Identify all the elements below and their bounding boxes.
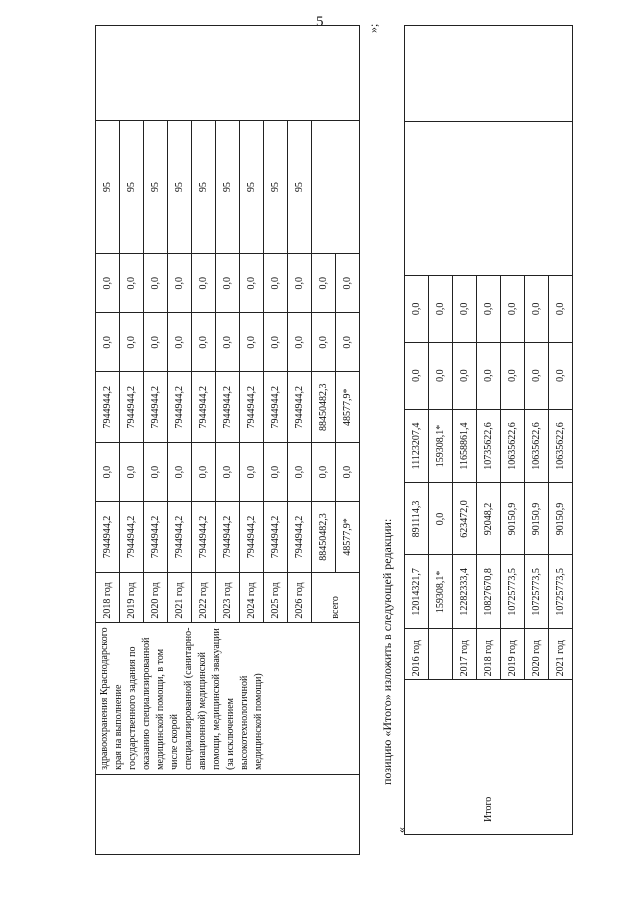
value-cell: 10725773,5: [549, 555, 573, 629]
value-cell: 0,0: [525, 342, 549, 409]
value-regional: 7944944,2: [96, 372, 120, 443]
total-table-body: [405, 26, 573, 835]
instruction-paragraph: позицию «Итого» изложить в следующей редакции:: [380, 518, 394, 785]
year-cell: 2023 год: [216, 572, 240, 622]
total-value: 0,0: [312, 443, 336, 502]
indicator-value: 95: [288, 120, 312, 253]
value-regional: 7944944,2: [240, 372, 264, 443]
value-cell: 0,0: [477, 276, 501, 343]
year-cell: 2024 год: [240, 572, 264, 622]
row-code-cell: [96, 774, 360, 854]
value-local: 0,0: [96, 313, 120, 372]
value-other: 0,0: [96, 254, 120, 313]
value-cell: 12282333,4: [453, 555, 477, 629]
value-cell: 0,0: [549, 276, 573, 343]
indicator-value: 95: [192, 120, 216, 253]
value-cell: 0,0: [501, 276, 525, 343]
program-table: [95, 25, 360, 855]
value-cell: 623472,0: [453, 483, 477, 555]
year-cell: 2022 год: [192, 572, 216, 622]
value-federal: 0,0: [168, 443, 192, 502]
year-cell: 2020 год: [525, 629, 549, 680]
table-row: [96, 26, 120, 855]
value-cell: 10725773,5: [501, 555, 525, 629]
year-cell: 2018 год: [96, 572, 120, 622]
value-local: 0,0: [168, 313, 192, 372]
indicator-value: 95: [264, 120, 288, 253]
value-cell: 0,0: [405, 342, 429, 409]
total-value: 0,0: [312, 313, 336, 372]
value-local: 0,0: [216, 313, 240, 372]
value-cell: 12014321,7: [405, 555, 429, 629]
value-federal: 0,0: [192, 443, 216, 502]
value-regional: 7944944,2: [264, 372, 288, 443]
indicator-value: 95: [120, 120, 144, 253]
value-regional: 7944944,2: [144, 372, 168, 443]
total-table: [404, 25, 573, 835]
empty-cell: [405, 26, 573, 122]
value-federal: 0,0: [264, 443, 288, 502]
value-local: 0,0: [192, 313, 216, 372]
total-value: 0,0: [336, 443, 360, 502]
value-local: 0,0: [120, 313, 144, 372]
year-cell: 2021 год: [168, 572, 192, 622]
value-other: 0,0: [240, 254, 264, 313]
value-regional: 7944944,2: [168, 372, 192, 443]
year-cell: 2016 год: [405, 629, 429, 680]
value-cell: 159308,1*: [429, 555, 453, 629]
total-value: 88450482,3: [312, 502, 336, 573]
value-total: 7944944,2: [144, 502, 168, 573]
indicator-value: 95: [216, 120, 240, 253]
value-total: 7944944,2: [216, 502, 240, 573]
value-cell: 0,0: [525, 276, 549, 343]
page-number: 5: [316, 14, 324, 30]
value-cell: 0,0: [429, 276, 453, 343]
total-value: 88450482,3: [312, 372, 336, 443]
value-cell: 10635622,6: [549, 409, 573, 483]
total-indicator: [312, 120, 360, 253]
value-cell: 10635622,6: [525, 409, 549, 483]
indicator-value: 95: [144, 120, 168, 253]
total-value: 0,0: [336, 254, 360, 313]
year-cell: 2020 год: [144, 572, 168, 622]
value-other: 0,0: [168, 254, 192, 313]
total-label: всего: [312, 572, 360, 622]
value-total: 7944944,2: [192, 502, 216, 573]
program-table-body: [96, 26, 360, 855]
year-cell: 2026 год: [288, 572, 312, 622]
indicator-value: 95: [96, 120, 120, 253]
value-cell: 10735622,6: [477, 409, 501, 483]
year-cell: 2017 год: [453, 629, 477, 680]
value-total: 7944944,2: [96, 502, 120, 573]
value-federal: 0,0: [240, 443, 264, 502]
value-local: 0,0: [144, 313, 168, 372]
year-cell: 2018 год: [477, 629, 501, 680]
table-row: [405, 26, 429, 835]
value-cell: 0,0: [429, 342, 453, 409]
value-cell: 0,0: [453, 276, 477, 343]
year-cell: 2025 год: [264, 572, 288, 622]
value-cell: 92048,2: [477, 483, 501, 555]
value-cell: 159308,1*: [429, 409, 453, 483]
total-value: 48577,9*: [336, 372, 360, 443]
value-federal: 0,0: [288, 443, 312, 502]
value-cell: 11658861,4: [453, 409, 477, 483]
value-total: 7944944,2: [288, 502, 312, 573]
value-total: 7944944,2: [240, 502, 264, 573]
value-other: 0,0: [144, 254, 168, 313]
value-federal: 0,0: [120, 443, 144, 502]
value-cell: 10725773,5: [525, 555, 549, 629]
value-regional: 7944944,2: [288, 372, 312, 443]
value-regional: 7944944,2: [120, 372, 144, 443]
year-cell: [429, 629, 453, 680]
value-cell: 90150,9: [501, 483, 525, 555]
value-cell: 891114,3: [405, 483, 429, 555]
value-cell: 90150,9: [525, 483, 549, 555]
empty-cell: [405, 122, 573, 276]
value-other: 0,0: [216, 254, 240, 313]
value-local: 0,0: [264, 313, 288, 372]
value-other: 0,0: [264, 254, 288, 313]
value-cell: 0,0: [429, 483, 453, 555]
value-cell: 10635622,6: [501, 409, 525, 483]
row-description: здравоохранения Краснодарского края на выполнение государственного задания по оказанию специализированной медицинской помощи, в том числе скорой специализированной (санитарно-авиационной) медицинской помощи, медицинской эвакуации (за исключением высокотехнологичной медицинской помощи): [96, 622, 360, 774]
quote-close: »;: [366, 23, 380, 33]
value-local: 0,0: [240, 313, 264, 372]
value-cell: 90150,9: [549, 483, 573, 555]
value-federal: 0,0: [96, 443, 120, 502]
indicator-value: 95: [240, 120, 264, 253]
value-cell: 0,0: [477, 342, 501, 409]
value-cell: 10827670,8: [477, 555, 501, 629]
value-other: 0,0: [288, 254, 312, 313]
value-cell: 0,0: [549, 342, 573, 409]
total-value: 0,0: [312, 254, 336, 313]
value-cell: 0,0: [501, 342, 525, 409]
value-regional: 7944944,2: [192, 372, 216, 443]
executor-cell: [96, 26, 360, 121]
year-cell: 2019 год: [120, 572, 144, 622]
value-cell: 0,0: [405, 276, 429, 343]
value-cell: 0,0: [453, 342, 477, 409]
total-label: Итого: [405, 680, 573, 835]
year-cell: 2019 год: [501, 629, 525, 680]
value-other: 0,0: [192, 254, 216, 313]
value-federal: 0,0: [216, 443, 240, 502]
value-total: 7944944,2: [264, 502, 288, 573]
value-local: 0,0: [288, 313, 312, 372]
year-cell: 2021 год: [549, 629, 573, 680]
total-value: 0,0: [336, 313, 360, 372]
value-total: 7944944,2: [120, 502, 144, 573]
value-other: 0,0: [120, 254, 144, 313]
value-total: 7944944,2: [168, 502, 192, 573]
indicator-value: 95: [168, 120, 192, 253]
value-cell: 11123207,4: [405, 409, 429, 483]
value-regional: 7944944,2: [216, 372, 240, 443]
quote-open: «: [394, 827, 408, 833]
value-federal: 0,0: [144, 443, 168, 502]
total-value: 48577,9*: [336, 502, 360, 573]
